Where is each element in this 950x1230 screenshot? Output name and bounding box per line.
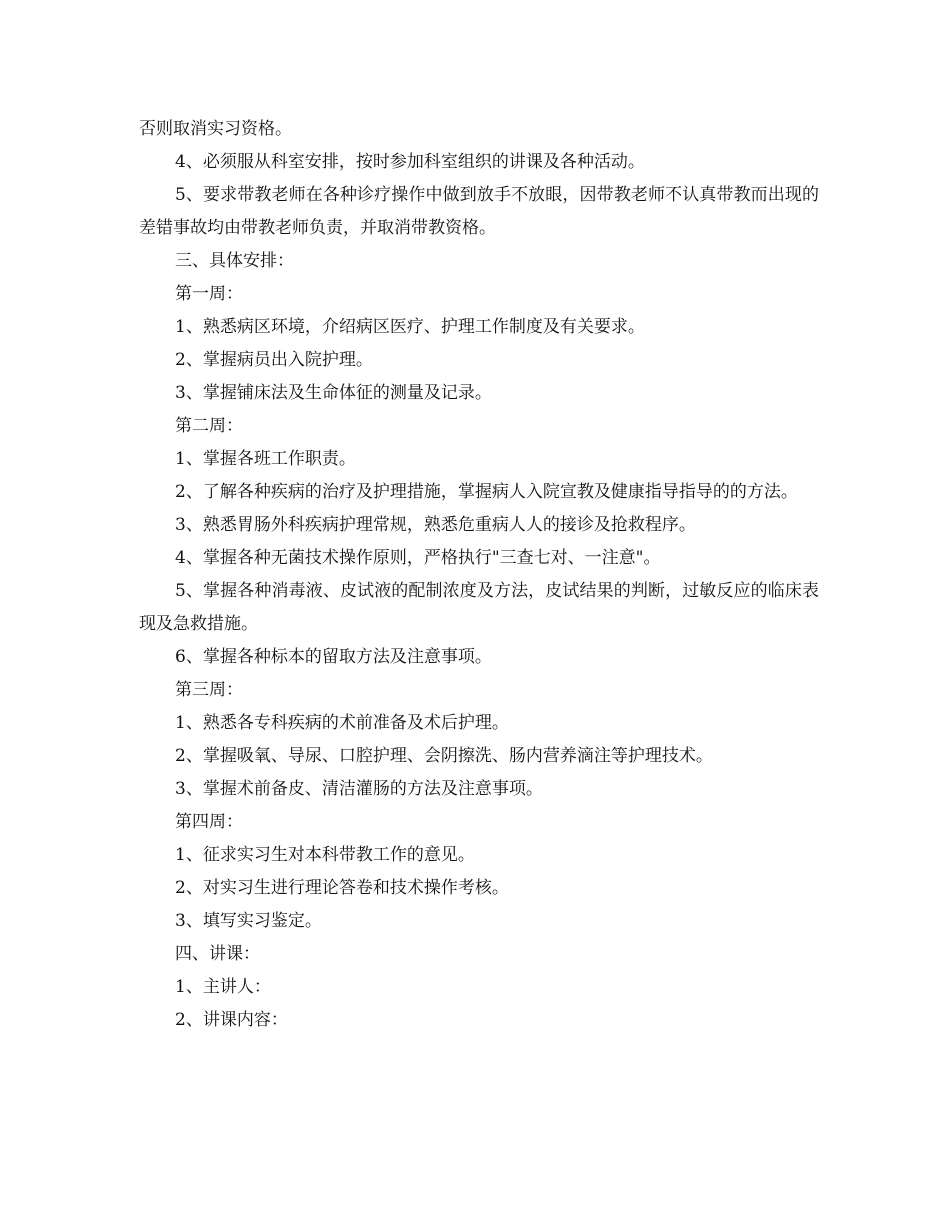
paragraph-9: 1、掌握各班工作职责。 <box>175 449 356 469</box>
paragraph-6: 2、掌握病员出入院护理。 <box>175 350 373 370</box>
paragraph-20: 1、征求实习生对本科带教工作的意见。 <box>175 845 475 865</box>
paragraph-10: 2、了解各种疾病的治疗及护理措施，掌握病人入院宣教及健康指导指导的的方法。 <box>175 482 798 502</box>
paragraph-16: 1、熟悉各专科疾病的术前准备及术后护理。 <box>175 713 509 733</box>
paragraph-21: 2、对实习生进行理论答卷和技术操作考核。 <box>175 878 509 898</box>
paragraph-13: 5、掌握各种消毒液、皮试液的配制浓度及方法，皮试结果的判断，过敏反应的临床表现及急救措施。 <box>139 581 819 634</box>
section-heading-arrangement: 三、具体安排： <box>175 251 294 271</box>
week-3-heading: 第三周： <box>175 680 243 700</box>
paragraph-22: 3、填写实习鉴定。 <box>175 911 322 931</box>
document-body <box>139 113 819 1037</box>
paragraph-11: 3、熟悉胃肠外科疾病护理常规，熟悉危重病人人的接诊及抢救程序。 <box>175 515 696 535</box>
week-2-heading: 第二周： <box>175 416 243 436</box>
paragraph-25: 2、讲课内容： <box>175 1010 288 1030</box>
paragraph-24: 1、主讲人： <box>175 977 271 997</box>
paragraph-5: 1、熟悉病区环境，介绍病区医疗、护理工作制度及有关要求。 <box>175 317 645 337</box>
paragraph-7: 3、掌握铺床法及生命体征的测量及记录。 <box>175 383 492 403</box>
paragraph-18: 3、掌握术前备皮、清洁灌肠的方法及注意事项。 <box>175 779 543 799</box>
week-1-heading: 第一周： <box>175 284 243 304</box>
paragraph-12: 4、掌握各种无菌技术操作原则，严格执行"三查七对、一注意"。 <box>175 548 661 568</box>
paragraph-1: 4、必须服从科室安排，按时参加科室组织的讲课及各种活动。 <box>175 152 645 172</box>
week-4-heading: 第四周： <box>175 812 243 832</box>
paragraph-14: 6、掌握各种标本的留取方法及注意事项。 <box>175 647 492 667</box>
paragraph-17: 2、掌握吸氧、导尿、口腔护理、会阴擦洗、肠内营养滴注等护理技术。 <box>175 746 713 766</box>
paragraph-2: 5、要求带教老师在各种诊疗操作中做到放手不放眼，因带教老师不认真带教而出现的差错事故均由带教老师负责，并取消带教资格。 <box>139 185 819 238</box>
section-heading-lectures: 四、讲课： <box>175 944 260 964</box>
paragraph-0: 否则取消实习资格。 <box>139 119 292 139</box>
